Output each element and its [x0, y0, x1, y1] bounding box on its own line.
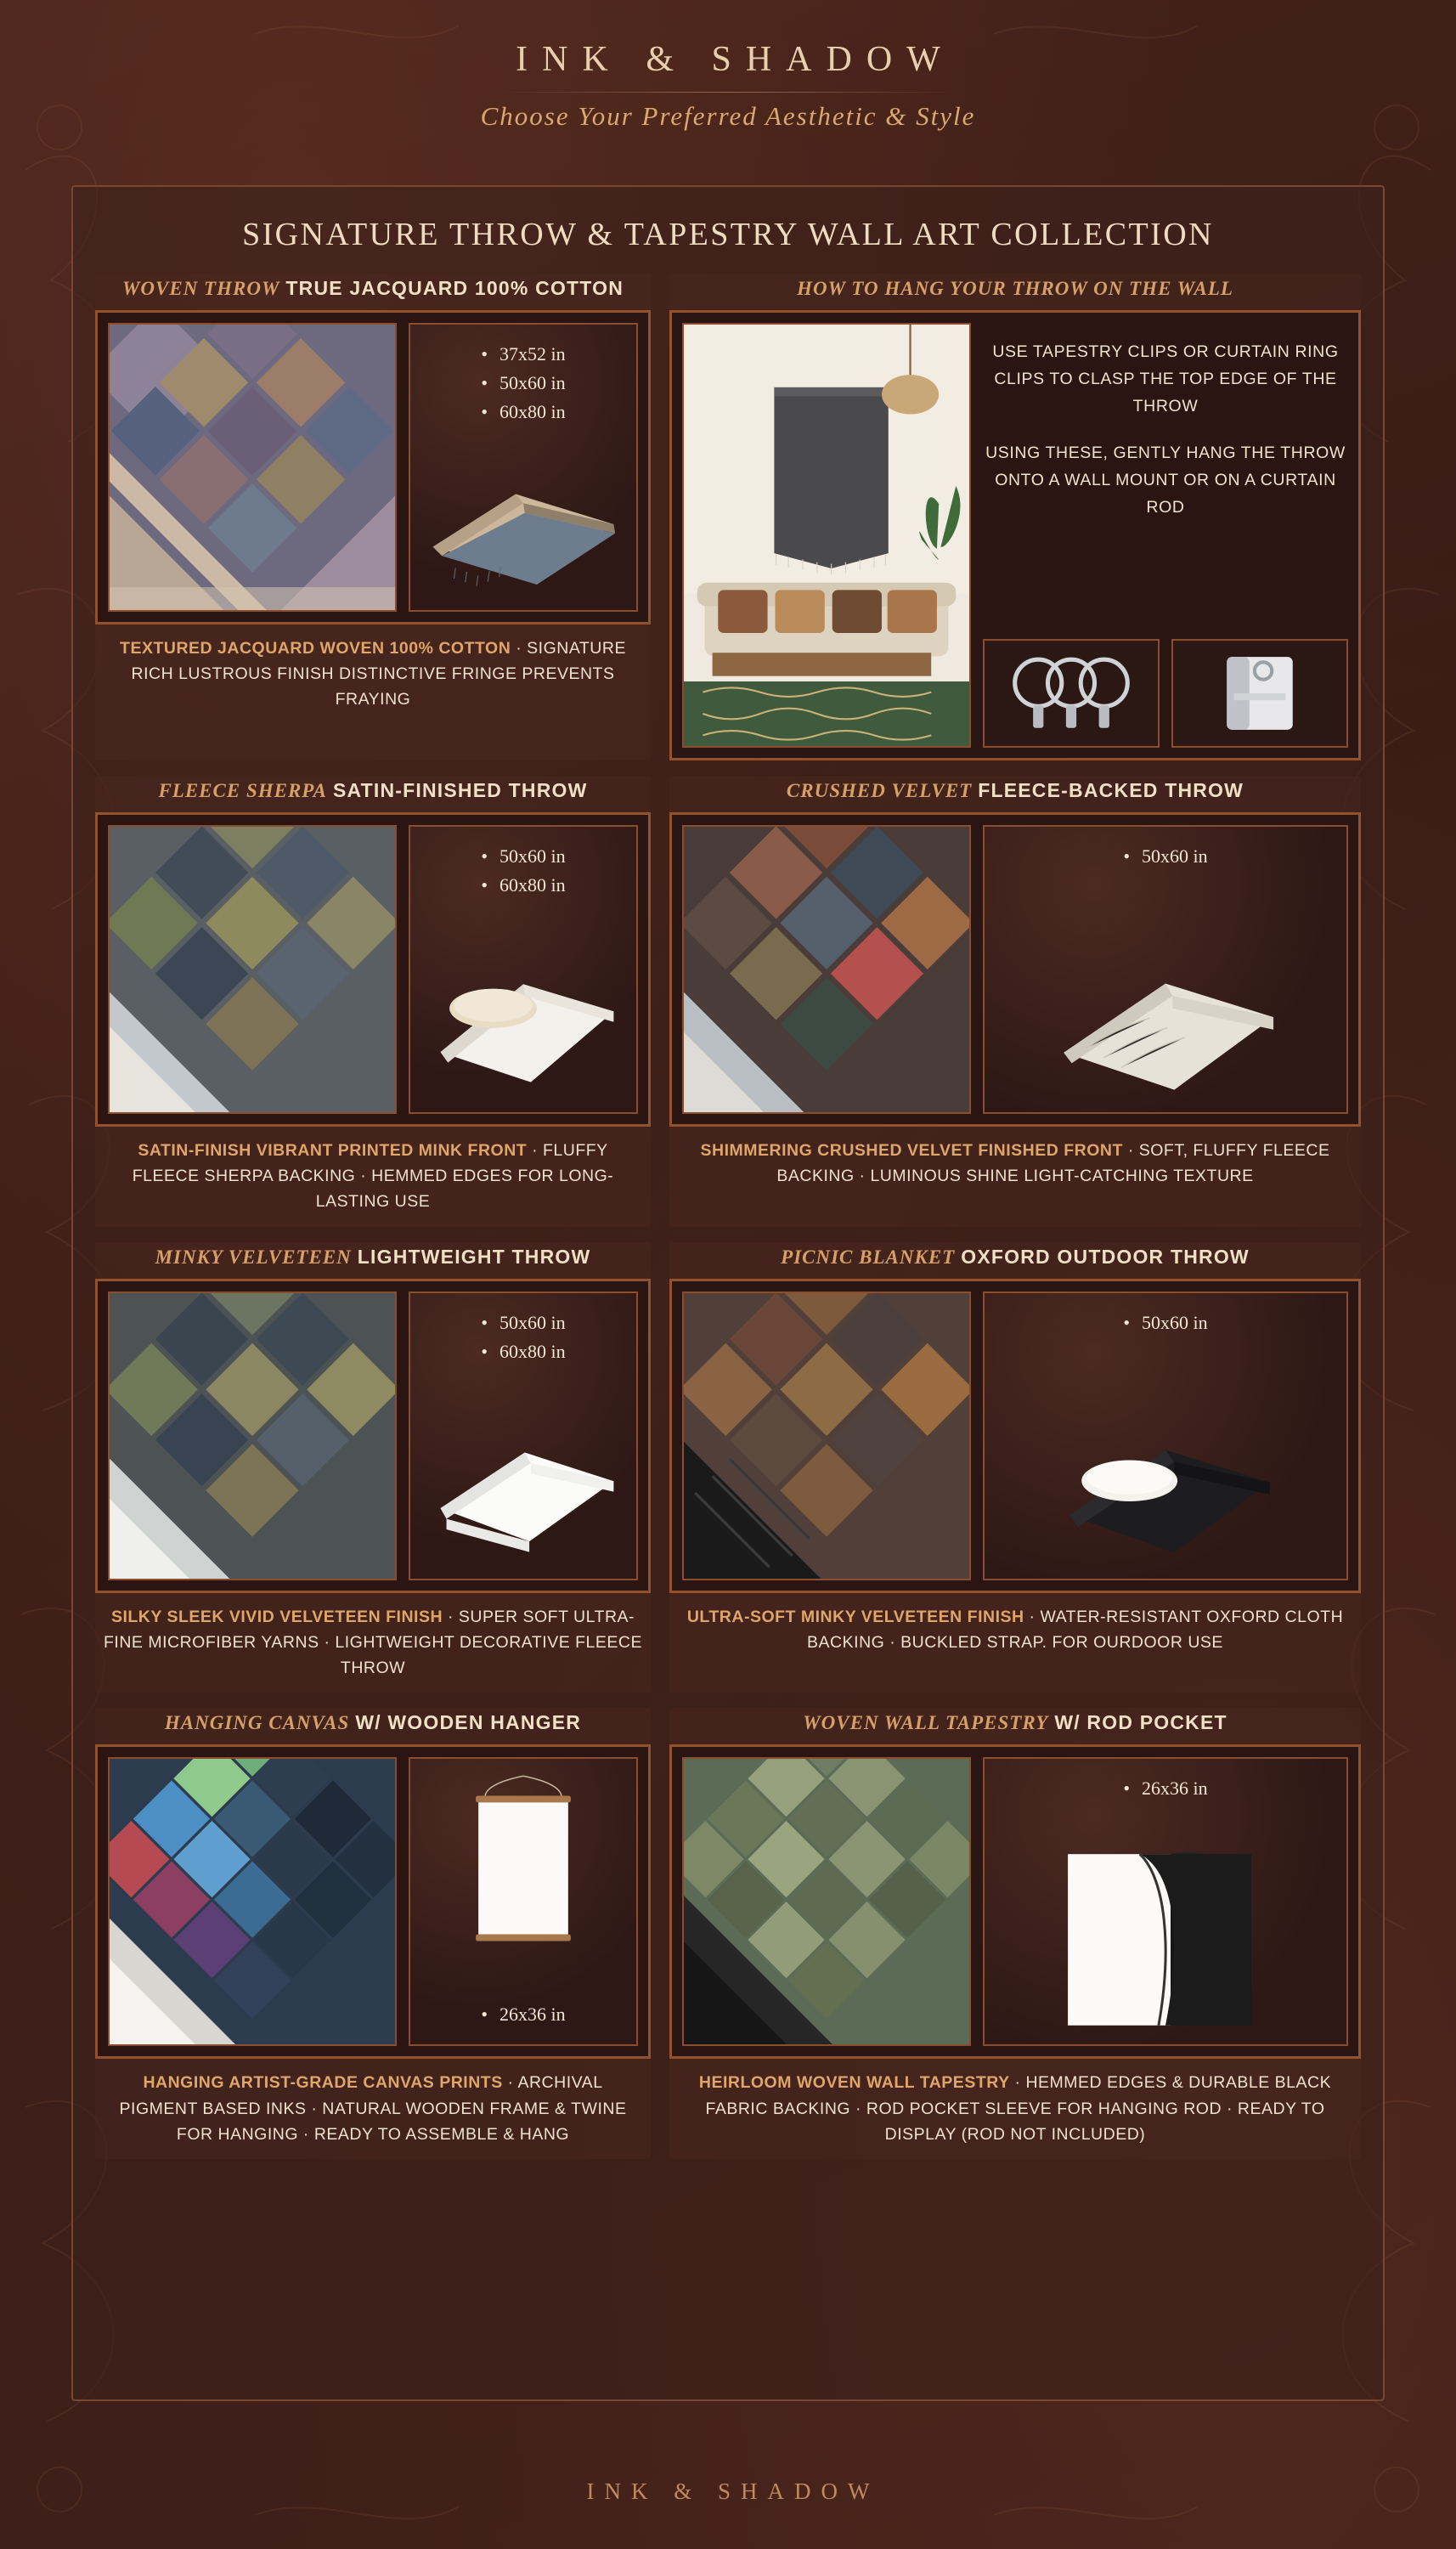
- card-title-regular: SATIN-FINISHED THROW: [333, 779, 588, 801]
- card-images: [95, 1744, 651, 2059]
- size-option: • 60x80 in: [410, 398, 636, 427]
- card-caption: [95, 625, 651, 725]
- card-title-emphasis: HOW TO HANG YOUR THROW ON THE WALL: [797, 278, 1233, 299]
- card-title-regular: W/ WOODEN HANGER: [355, 1711, 582, 1734]
- size-list: [985, 1774, 1346, 1803]
- card-title: [95, 274, 651, 310]
- caption-highlight: HEIRLOOM WOVEN WALL TAPESTRY: [698, 2073, 1010, 2093]
- size-option: • 50x60 in: [410, 369, 636, 398]
- caption-rest: · SUPER SOFT ULTRA-FINE MICROFIBER YARNS · LIGHTWEIGHT DECORATIVE FLEECE THROW: [104, 1607, 642, 1678]
- size-option: • 50x60 in: [985, 842, 1346, 871]
- card-images: [669, 812, 1361, 1127]
- product-card-picnic-blanket[interactable]: [669, 1242, 1361, 1693]
- hang-body: [669, 310, 1361, 760]
- product-photo-front: [108, 825, 397, 1114]
- caption-highlight: SHIMMERING CRUSHED VELVET FINISHED FRONT: [700, 1141, 1123, 1160]
- page-title: SIGNATURE THROW & TAPESTRY WALL ART COLLECTION: [242, 217, 1214, 252]
- card-images: [95, 310, 651, 625]
- hang-instructions: [983, 323, 1348, 748]
- tapestry-rings-icon: [983, 639, 1160, 748]
- size-option: • 60x80 in: [410, 1337, 636, 1366]
- curtain-clip-icon: [1171, 639, 1348, 748]
- card-title-emphasis: PICNIC BLANKET: [781, 1246, 956, 1268]
- product-photo-folded: [409, 323, 638, 612]
- card-caption: [95, 1593, 651, 1693]
- product-photo-front: [108, 1291, 397, 1580]
- card-title-regular: LIGHTWEIGHT THROW: [357, 1245, 591, 1268]
- product-card-fleece-sherpa[interactable]: [95, 776, 651, 1227]
- product-photo-folded: [983, 825, 1348, 1114]
- caption-highlight: ULTRA-SOFT MINKY VELVETEEN FINISH: [686, 1607, 1024, 1626]
- hang-hardware-row: [983, 639, 1348, 748]
- caption-highlight: SILKY SLEEK VIVID VELVETEEN FINISH: [110, 1607, 443, 1626]
- size-option: • 26x36 in: [985, 1774, 1346, 1803]
- masthead: [0, 39, 1456, 132]
- size-list: [985, 1308, 1346, 1337]
- card-title: [669, 776, 1361, 812]
- product-grid: [95, 274, 1361, 2159]
- card-images: [669, 1744, 1361, 2059]
- divider-rule: [499, 92, 957, 93]
- size-option: • 50x60 in: [410, 842, 636, 871]
- card-title: [669, 1708, 1361, 1744]
- product-photo-front: [682, 1757, 971, 2046]
- card-caption: [669, 1593, 1361, 1667]
- size-option: • 26x36 in: [410, 2000, 636, 2029]
- card-title: [669, 1242, 1361, 1279]
- caption-rest: · HEMMED EDGES & DURABLE BLACK FABRIC BACKING · ROD POCKET SLEEVE FOR HANGING ROD · READY TO DISPLAY (ROD NOT INCLUDED): [705, 2073, 1332, 2144]
- caption-rest: · FLUFFY FLEECE SHERPA BACKING · HEMMED EDGES FOR LONG-LASTING USE: [132, 1141, 614, 1212]
- room-scene-photo: [682, 323, 971, 748]
- card-images: [95, 1279, 651, 1593]
- product-photo-front: [682, 825, 971, 1114]
- card-title-regular: FLEECE-BACKED THROW: [978, 779, 1244, 801]
- size-option: • 50x60 in: [410, 1308, 636, 1337]
- hang-instruction-2: USING THESE, GENTLY HANG THE THROW ONTO A WALL MOUNT OR ON A CURTAIN ROD: [985, 443, 1346, 517]
- product-photo-front: [682, 1291, 971, 1580]
- product-photo-folded: [409, 825, 638, 1114]
- size-list: [410, 2000, 636, 2029]
- size-list: [410, 340, 636, 427]
- card-title: [669, 274, 1361, 310]
- size-list: [410, 842, 636, 900]
- card-title-emphasis: CRUSHED VELVET: [786, 780, 973, 801]
- card-title: [95, 776, 651, 812]
- caption-highlight: TEXTURED JACQUARD WOVEN 100% COTTON: [120, 639, 511, 658]
- card-caption: [95, 1127, 651, 1227]
- collection-panel: [71, 185, 1385, 2401]
- caption-highlight: SATIN-FINISH VIBRANT PRINTED MINK FRONT: [138, 1141, 528, 1160]
- caption-rest: · WATER-RESISTANT OXFORD CLOTH BACKING · BUCKLED STRAP. FOR OURDOOR USE: [807, 1607, 1344, 1652]
- card-title-regular: TRUE JACQUARD 100% COTTON: [285, 277, 624, 299]
- product-photo-folded: [983, 1757, 1348, 2046]
- product-photo-front: [108, 1757, 397, 2046]
- size-option: • 60x80 in: [410, 871, 636, 900]
- product-card-hanging-canvas[interactable]: [95, 1708, 651, 2159]
- card-caption: [669, 2059, 1361, 2159]
- card-title-emphasis: FLEECE SHERPA: [158, 780, 327, 801]
- size-list: [410, 1308, 636, 1366]
- product-photo-folded: [409, 1291, 638, 1580]
- caption-rest: · SOFT, FLUFFY FLEECE BACKING · LUMINOUS SHINE LIGHT-CATCHING TEXTURE: [776, 1141, 1330, 1186]
- product-photo-folded: [983, 1291, 1348, 1580]
- product-photo-folded: [409, 1757, 638, 2046]
- card-title: [95, 1708, 651, 1744]
- how-to-hang-card[interactable]: [669, 274, 1361, 760]
- caption-highlight: HANGING ARTIST-GRADE CANVAS PRINTS: [143, 2073, 503, 2093]
- brand-title: INK & SHADOW: [516, 40, 955, 79]
- card-caption: [95, 2059, 651, 2159]
- size-option: • 37x52 in: [410, 340, 636, 369]
- card-title-emphasis: MINKY VELVETEEN: [155, 1246, 352, 1268]
- caption-rest: · SIGNATURE RICH LUSTROUS FINISH DISTINCTIVE FRINGE PREVENTS FRAYING: [131, 639, 626, 709]
- caption-rest: · ARCHIVAL PIGMENT BASED INKS · NATURAL WOODEN FRAME & TWINE FOR HANGING · READY TO ASSEMBLE & HANG: [119, 2073, 627, 2144]
- product-card-minky-velveteen[interactable]: [95, 1242, 651, 1693]
- product-photo-front: [108, 323, 397, 612]
- card-title-emphasis: WOVEN WALL TAPESTRY: [803, 1712, 1049, 1734]
- product-card-woven-throw[interactable]: [95, 274, 651, 760]
- card-title-regular: OXFORD OUTDOOR THROW: [961, 1245, 1250, 1268]
- card-caption: [669, 1127, 1361, 1201]
- size-list: [985, 842, 1346, 871]
- card-title-regular: W/ ROD POCKET: [1054, 1711, 1227, 1734]
- card-title-emphasis: WOVEN THROW: [121, 278, 280, 299]
- product-card-wall-tapestry[interactable]: [669, 1708, 1361, 2159]
- product-card-crushed-velvet[interactable]: [669, 776, 1361, 1227]
- card-images: [95, 812, 651, 1127]
- size-option: • 50x60 in: [985, 1308, 1346, 1337]
- tagline: Choose Your Preferred Aesthetic & Style: [480, 101, 976, 131]
- hang-instruction-1: USE TAPESTRY CLIPS OR CURTAIN RING CLIPS TO CLASP THE TOP EDGE OF THE THROW: [992, 342, 1339, 416]
- card-title-emphasis: HANGING CANVAS: [164, 1712, 350, 1734]
- card-title: [95, 1242, 651, 1279]
- footer-brand: INK & SHADOW: [586, 2478, 880, 2504]
- card-images: [669, 1279, 1361, 1593]
